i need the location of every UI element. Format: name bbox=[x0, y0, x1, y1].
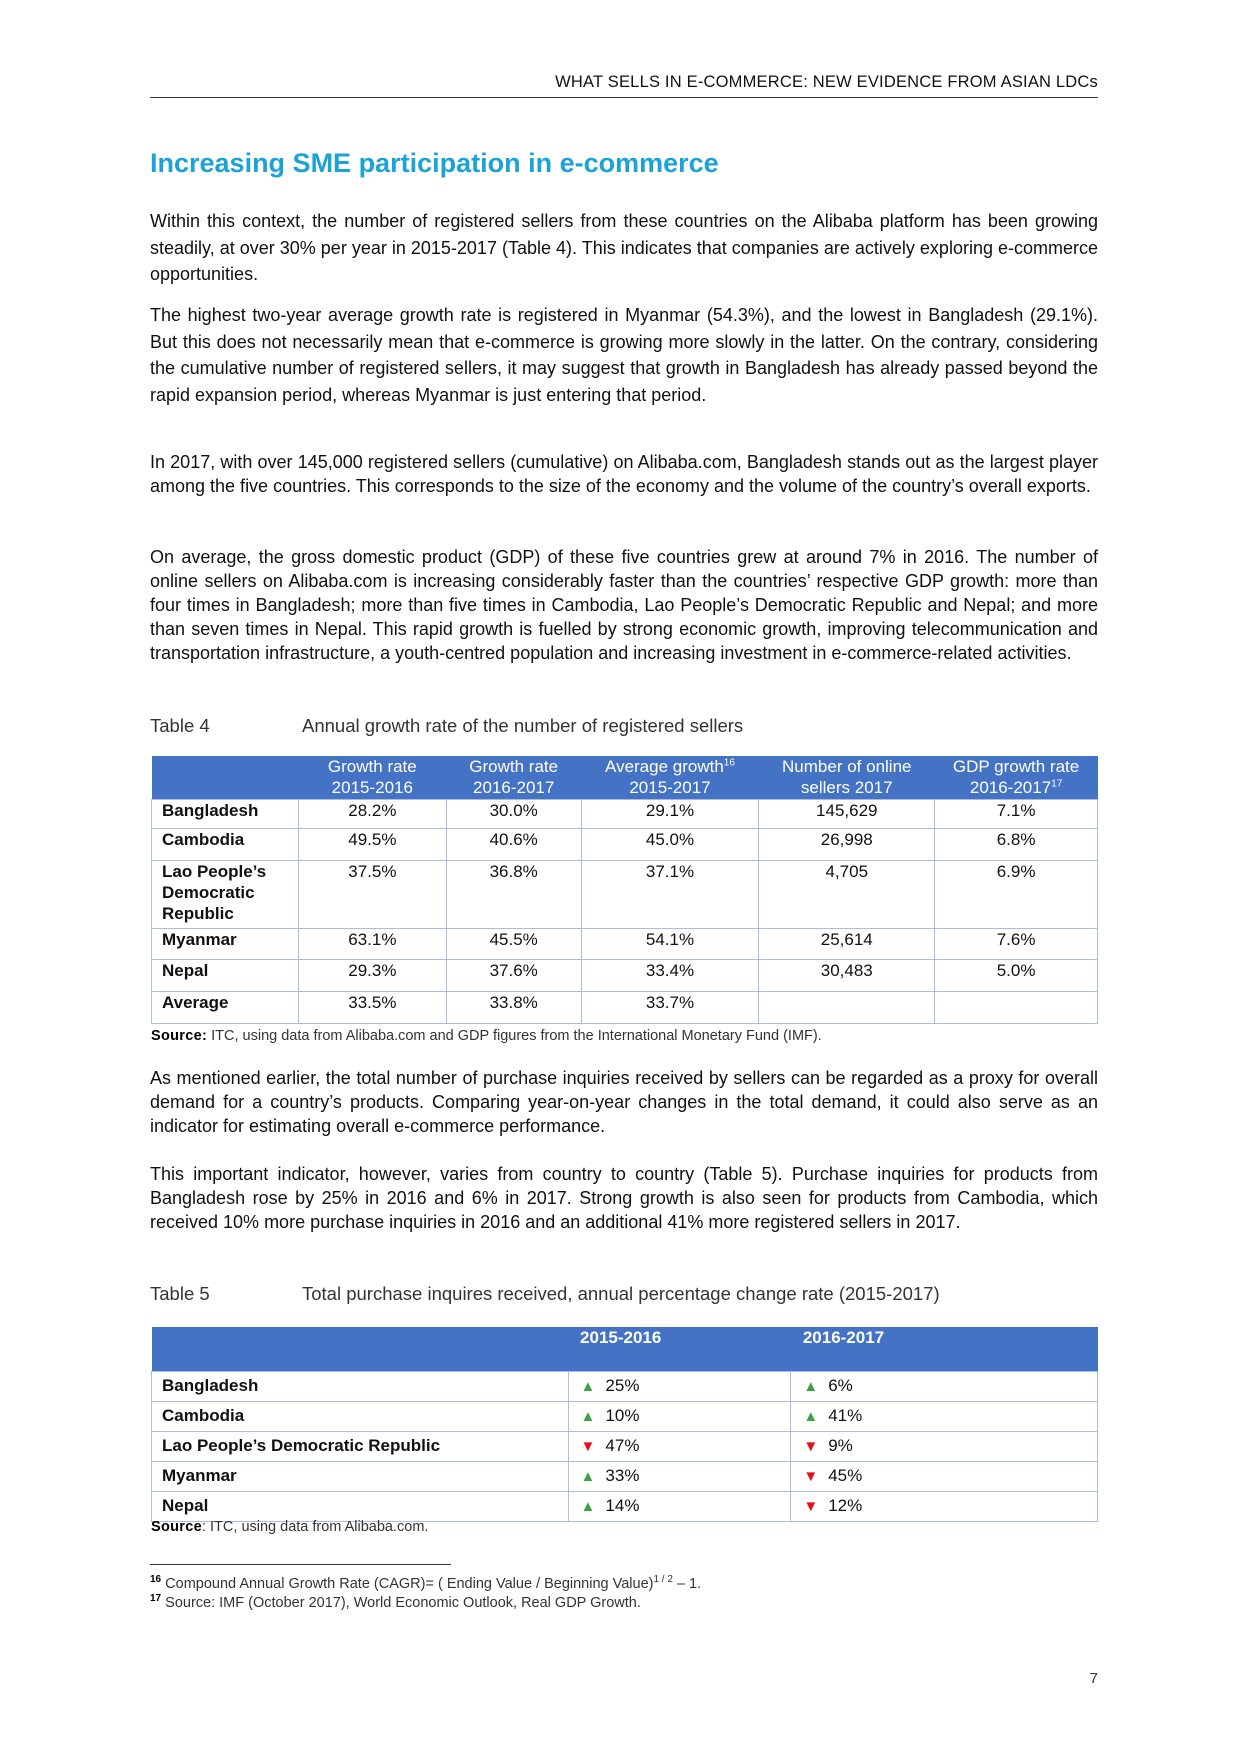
up-arrow-icon: ▲ bbox=[580, 1468, 596, 1485]
cell-online-sellers: 25,614 bbox=[759, 929, 935, 960]
table5 bbox=[151, 1327, 1098, 1522]
down-arrow-icon: ▼ bbox=[803, 1498, 819, 1515]
table4-header-average-growth: Average growth$^{16}$ 2015-2017 bbox=[581, 756, 759, 800]
table4-title: Annual growth rate of the number of registered sellers bbox=[302, 715, 744, 736]
row-label: Bangladesh bbox=[152, 1372, 569, 1402]
table4-header-country bbox=[152, 756, 299, 800]
table5-caption bbox=[150, 1283, 940, 1305]
table5-header-row bbox=[152, 1327, 1098, 1372]
cell-growth-2016-2017: 33.8% bbox=[446, 992, 581, 1024]
table5-number: Table 5 bbox=[150, 1283, 210, 1304]
row-label: Lao People’s Democratic Republic bbox=[152, 1432, 569, 1462]
running-header: WHAT SELLS IN E-COMMERCE: NEW EVIDENCE FROM ASIAN LDCs bbox=[555, 73, 1098, 91]
row-label: Nepal bbox=[152, 1492, 569, 1522]
cell-gdp-growth: 6.9% bbox=[935, 861, 1098, 929]
header-rule bbox=[150, 97, 1098, 98]
table-row bbox=[152, 992, 1098, 1024]
table4-header-gdp-growth: GDP growth rate 2016-2017$^{17}$ bbox=[935, 756, 1098, 800]
table-row bbox=[152, 861, 1098, 929]
table-row bbox=[152, 1462, 1098, 1492]
cell-gdp-growth: 6.8% bbox=[935, 829, 1098, 861]
table5-header-2015-2016: 2015-2016 bbox=[568, 1327, 791, 1372]
table4-header-row bbox=[152, 756, 1098, 800]
up-arrow-icon: ▲ bbox=[580, 1408, 596, 1425]
cell-online-sellers: 4,705 bbox=[759, 861, 935, 929]
down-arrow-icon: ▼ bbox=[580, 1438, 596, 1455]
up-arrow-icon: ▲ bbox=[803, 1378, 819, 1395]
table4-caption bbox=[150, 715, 743, 737]
row-label: Bangladesh bbox=[152, 800, 299, 829]
cell-average-growth: 33.4% bbox=[581, 960, 759, 992]
footnote-17-marker: 17 bbox=[150, 1593, 162, 1605]
table5-title: Total purchase inquires received, annual percentage change rate (2015-2017) bbox=[302, 1283, 940, 1304]
table5-source bbox=[151, 1519, 428, 1535]
table5-header-country bbox=[152, 1327, 569, 1372]
cell-change-2015-2016: ▲ 25% bbox=[568, 1372, 791, 1402]
cell-growth-2016-2017: 37.6% bbox=[446, 960, 581, 992]
page-number: 7 bbox=[1089, 1670, 1098, 1687]
footnote-17: $^{17}$ Source: IMF (October 2017), World Economic Outlook, Real GDP Growth. bbox=[150, 1593, 641, 1611]
cell-average-growth: 29.1% bbox=[581, 800, 759, 829]
cell-online-sellers: 30,483 bbox=[759, 960, 935, 992]
paragraph-3: In 2017, with over 145,000 registered sellers (cumulative) on Alibaba.com, Bangladesh stands out as the largest player among the five countries. This corresponds to the size of the economy and the volume of the country’s overall exports. bbox=[150, 452, 1098, 496]
footnote-16: $^{16}$ Compound Annual Growth Rate (CAGR)= ( Ending Value / Beginning Value)$^{1 / 2}$ – 1. bbox=[150, 1574, 702, 1592]
cell-change-2016-2017: ▲ 41% bbox=[791, 1402, 1098, 1432]
down-arrow-icon: ▼ bbox=[803, 1438, 819, 1455]
cell-average-growth: 37.1% bbox=[581, 861, 759, 929]
table5-header-2016-2017: 2016-2017 bbox=[791, 1327, 1098, 1372]
row-label: Cambodia bbox=[152, 1402, 569, 1432]
table4-source bbox=[151, 1028, 822, 1044]
table5-source-text: : ITC, using data from Alibaba.com. bbox=[201, 1519, 429, 1535]
table-row bbox=[152, 1492, 1098, 1522]
cell-change-2015-2016: ▲ 10% bbox=[568, 1402, 791, 1432]
paragraph-5: As mentioned earlier, the total number of purchase inquiries received by sellers can be regarded as a proxy for overall demand for a country’s products. Comparing year-on-year changes in the total demand, it could also serve as an indicator for estimating overall e-commerce performance. bbox=[150, 1068, 1098, 1136]
cell-growth-2016-2017: 30.0% bbox=[446, 800, 581, 829]
cell-gdp-growth: 7.6% bbox=[935, 929, 1098, 960]
cell-change-2015-2016: ▲ 14% bbox=[568, 1492, 791, 1522]
cell-online-sellers: 145,629 bbox=[759, 800, 935, 829]
cell-growth-2015-2016: 63.1% bbox=[298, 929, 446, 960]
row-label: Cambodia bbox=[152, 829, 299, 861]
table-row bbox=[152, 1372, 1098, 1402]
footnote-16-marker: 16 bbox=[150, 1574, 162, 1586]
footnote-rule bbox=[150, 1564, 451, 1565]
cell-online-sellers bbox=[759, 992, 935, 1024]
cell-growth-2015-2016: 28.2% bbox=[298, 800, 446, 829]
table5-source-label: Source bbox=[151, 1519, 202, 1535]
section-title: Increasing SME participation in e-commerce bbox=[150, 148, 719, 178]
row-label: Myanmar bbox=[152, 1462, 569, 1492]
cell-change-2015-2016: ▼ 47% bbox=[568, 1432, 791, 1462]
paragraph-2: The highest two-year average growth rate is registered in Myanmar (54.3%), and the lowest in Bangladesh (29.1%). But this does not necessarily mean that e-commerce is growing more slowly in the latter. On the contrary, considering the cumulative number of registered sellers, it may suggest that growth in Bangladesh has already passed beyond the rapid expansion period, whereas Myanmar is just entering that period. bbox=[150, 305, 1098, 405]
cell-growth-2015-2016: 37.5% bbox=[298, 861, 446, 929]
cell-average-growth: 54.1% bbox=[581, 929, 759, 960]
cell-gdp-growth: 5.0% bbox=[935, 960, 1098, 992]
row-label: Nepal bbox=[152, 960, 299, 992]
cell-growth-2016-2017: 40.6% bbox=[446, 829, 581, 861]
table4-header-online-sellers: Number of online sellers 2017 bbox=[759, 756, 935, 800]
table4-header-growth-2016-2017: Growth rate 2016-2017 bbox=[446, 756, 581, 800]
table-row bbox=[152, 829, 1098, 861]
down-arrow-icon: ▼ bbox=[803, 1468, 819, 1485]
cell-growth-2015-2016: 49.5% bbox=[298, 829, 446, 861]
up-arrow-icon: ▲ bbox=[580, 1498, 596, 1515]
table-row bbox=[152, 929, 1098, 960]
table4-number: Table 4 bbox=[150, 715, 210, 736]
up-arrow-icon: ▲ bbox=[580, 1378, 596, 1395]
cell-change-2016-2017: ▼ 45% bbox=[791, 1462, 1098, 1492]
cell-growth-2015-2016: 33.5% bbox=[298, 992, 446, 1024]
cell-growth-2015-2016: 29.3% bbox=[298, 960, 446, 992]
cell-online-sellers: 26,998 bbox=[759, 829, 935, 861]
row-label: Myanmar bbox=[152, 929, 299, 960]
footnote-ref-16: 16 bbox=[723, 757, 735, 769]
table4 bbox=[151, 756, 1098, 1024]
table-row bbox=[152, 800, 1098, 829]
row-label: Average bbox=[152, 992, 299, 1024]
table4-source-text: ITC, using data from Alibaba.com and GDP figures from the International Monetary Fund (IMF). bbox=[207, 1028, 822, 1044]
cell-average-growth: 45.0% bbox=[581, 829, 759, 861]
cell-growth-2016-2017: 36.8% bbox=[446, 861, 581, 929]
table4-source-label: Source: bbox=[151, 1028, 208, 1044]
table4-header-growth-2015-2016: Growth rate 2015-2016 bbox=[298, 756, 446, 800]
table-row bbox=[152, 1402, 1098, 1432]
footnote-ref-17: 17 bbox=[1051, 778, 1063, 790]
cell-change-2015-2016: ▲ 33% bbox=[568, 1462, 791, 1492]
cell-change-2016-2017: ▲ 6% bbox=[791, 1372, 1098, 1402]
cell-average-growth: 33.7% bbox=[581, 992, 759, 1024]
paragraph-6: This important indicator, however, varies from country to country (Table 5). Purchase inquiries for products from Bangladesh rose by 25% in 2016 and 6% in 2017. Strong growth is also seen for products from Cambodia, which received 10% more purchase inquiries in 2016 and an additional 41% more registered sellers in 2017. bbox=[150, 1164, 1098, 1232]
cell-change-2016-2017: ▼ 9% bbox=[791, 1432, 1098, 1462]
cell-gdp-growth: 7.1% bbox=[935, 800, 1098, 829]
cell-growth-2016-2017: 45.5% bbox=[446, 929, 581, 960]
table-row bbox=[152, 960, 1098, 992]
paragraph-4: On average, the gross domestic product (GDP) of these five countries grew at around 7% in 2016. The number of online sellers on Alibaba.com is increasing considerably faster than the countries’ respective GDP growth: more than four times in Bangladesh; more than five times in Cambodia, Lao People’s Democratic Republic and Nepal; and more than seven times in Nepal. This rapid growth is fuelled by strong economic growth, improving telecommunication and transportation infrastructure, a youth-centred population and increasing investment in e-commerce-related activities. bbox=[150, 547, 1098, 663]
table-row bbox=[152, 1432, 1098, 1462]
cell-gdp-growth bbox=[935, 992, 1098, 1024]
row-label: Lao People’s Democratic Republic bbox=[152, 861, 299, 929]
up-arrow-icon: ▲ bbox=[803, 1408, 819, 1425]
cell-change-2016-2017: ▼ 12% bbox=[791, 1492, 1098, 1522]
paragraph-1: Within this context, the number of registered sellers from these countries on the Alibaba platform has been growing steadily, at over 30% per year in 2015-2017 (Table 4). This indicates that companies are actively exploring e-commerce opportunities. bbox=[150, 211, 1098, 284]
